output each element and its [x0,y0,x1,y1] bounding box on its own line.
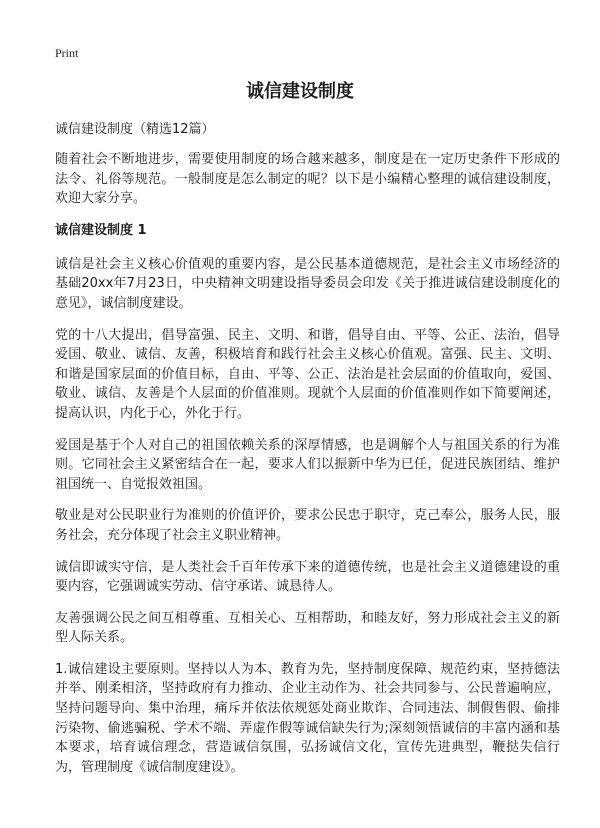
body-paragraph: 诚信是社会主义核心价值观的重要内容，是公民基本道德规范，是社会主义市场经济的基础20xx年7月23日，中央精神文明建设指导委员会印发《关于推进诚信建设制度化的意见》，诚信制度建设。 [55,256,560,311]
section-heading: 诚信建设制度 1 [55,222,147,238]
body-paragraph: 友善强调公民之间互相尊重、互相关心、互相帮助，和睦友好，努力形成社会主义的新型人际关系。 [55,610,560,646]
article-body [55,150,560,789]
body-paragraph: 敬业是对公民职业行为准则的价值评价，要求公民忠于职守，克己奉公，服务人民，服务社会，充分体现了社会主义职业精神。 [55,508,560,543]
body-paragraph: 1.诚信建设主要原则。坚持以人为本、教育为先，坚持制度保障、规范约束，坚持德法并举、刚柔相济，坚持政府有力推动、企业主动作为、社会共同参与、公民普遍响应，坚持问题导向、集中治理，痛斥并依法依规惩处商业欺诈、合同违法、制假售假、偷排污染物、偷逃骗税、学术不端、弄虚作假等诚信缺失行为;深刻领悟诚信的丰富内涵和基本要求，培育诚信理念，营造诚信氛围，弘扬诚信文化，宣传先进典型，鞭挞失信行为，管理制度《诚信制度建设》。 [55,661,560,775]
body-paragraph: 党的十八大提出，倡导富强、民主、文明、和谐，倡导自由、平等、公正、法治，倡导爱国、敬业、诚信、友善，积极培育和践行社会主义核心价值观。富强、民主、文明、和谐是国家层面的价值目标，自由、平等、公正、法治是社会层面的价值取向，爱国、敬业、诚信、友善是个人层面的价值准则。现就个人层面的价值准则作如下简要阐述，提高认识，内化于心，外化于行。 [55,327,560,421]
print-link[interactable]: Print [55,46,79,60]
intro-paragraph: 随着社会不断地进步，需要使用制度的场合越来越多，制度是在一定历史条件下形成的法令、礼俗等规范。一般制度是怎么制定的呢？以下是小编精心整理的诚信建设制度，欢迎大家分享。 [55,152,560,207]
body-paragraph: 爱国是基于个人对自己的祖国依赖关系的深厚情感，也是调解个人与祖国关系的行为准则。它同社会主义紧密结合在一起，要求人们以振新中华为已任，促进民族团结、维护祖国统一、自觉报效祖国。 [55,437,560,492]
page-title: 诚信建设制度 [246,81,354,102]
body-paragraph: 诚信即诚实守信，是人类社会千百年传承下来的道德传统，也是社会主义道德建设的重要内容，它强调诚实劳动、信守承诺、诚恳待人。 [55,559,560,595]
subtitle: 诚信建设制度（精选12篇） [55,122,215,137]
